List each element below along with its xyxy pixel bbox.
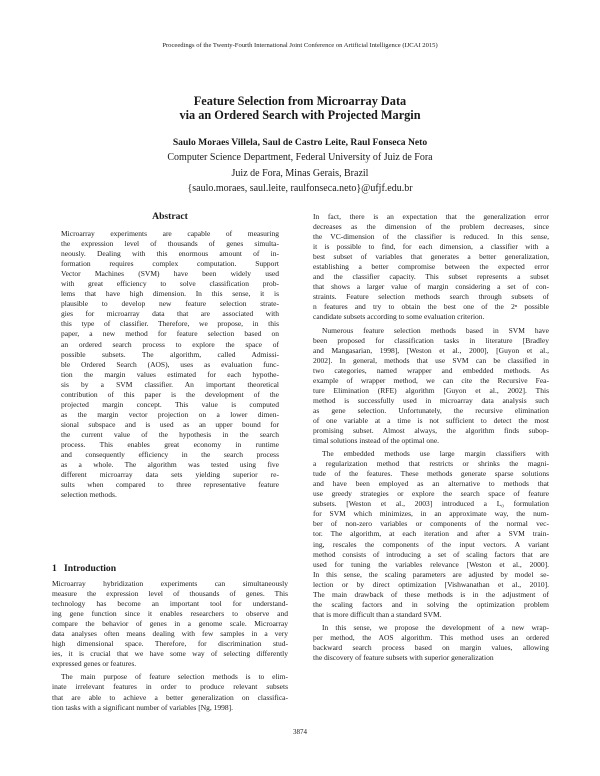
text-line: Microarray experiments are capable of measuring	[61, 229, 279, 238]
text-line: The main purpose of feature selection methods is to elim-	[61, 672, 288, 682]
proceedings-header: Proceedings of the Twenty-Fourth International Joint Conference on Artificial Intelligence (IJCAI 2015)	[162, 42, 438, 49]
text-line: the VC-dimension of the classifier is reduced. In this sense,	[313, 232, 549, 242]
title-line-2: via an Ordered Search with Projected Margin	[179, 108, 421, 122]
text-line: gies for microarray data that are associated with	[61, 309, 279, 319]
text-line: of one variable at a time is not sufficient to detect the most	[313, 415, 549, 425]
paragraph	[313, 212, 549, 323]
text-line: compare the behavior of genes in a genome scale. Microarray	[52, 619, 288, 629]
affiliation-department: Computer Science Department, Federal University of Juiz de Fora	[167, 152, 433, 163]
text-line: a regularization method that restricts or shrinks the magni-	[313, 459, 549, 469]
text-line: The main drawback of these methods is in the adjustment of	[313, 589, 549, 599]
text-line: paper, a new method for feature selection based on	[61, 329, 279, 339]
text-line: the discovery of feature subsets with superior generalization	[313, 653, 494, 663]
text-line: tion the margin values estimated for each hypothe-	[61, 369, 279, 379]
text-line: n features and try to obtain the best one of the 2ⁿ possible	[313, 302, 549, 312]
text-line: inate irrelevant features in order to produce relevant subsets	[52, 682, 288, 692]
text-line: promising subset. Almost always, the algorithm finds subop-	[313, 425, 549, 435]
text-line: straints. Feature selection methods search through subsets of	[313, 292, 549, 302]
paragraph	[52, 672, 288, 712]
text-line: high dimensional space. Therefore, for discrimination stud-	[52, 639, 288, 649]
paragraph	[313, 449, 549, 620]
title-line-1: Feature Selection from Microarray Data	[193, 94, 407, 108]
text-line: sults when compared to three representative feature	[61, 480, 279, 490]
text-line: method is successfully used in microarray data analysis such	[313, 395, 549, 405]
text-line: been proposed for classification tasks in literature [Bradley	[313, 335, 549, 345]
text-line: that are able to achieve a better generalization on classifica-	[52, 692, 288, 702]
text-line: candidate subsets according to some evaluation criterion.	[313, 312, 485, 322]
text-line: expressed genes or features.	[52, 659, 137, 669]
author-list: Saulo Moraes Villela, Saul de Castro Leite, Raul Fonseca Neto	[172, 137, 428, 148]
text-line: lems that have high dimension. In this sense, it is	[61, 289, 279, 299]
text-line: technology has become an important tool for understand-	[52, 599, 288, 609]
text-line: the scaling factors and in solving the optimization problem	[313, 599, 549, 609]
right-column-body	[313, 212, 549, 663]
text-line: this type of classifier. Therefore, we propose, in this	[61, 319, 279, 329]
abstract-body	[61, 229, 279, 500]
text-line: two categories, named wrapper and embedded methods. As	[313, 365, 549, 375]
text-line: best subset of variables that generates a better generalization,	[313, 252, 549, 262]
text-line: plausible to develop new feature selection strate-	[61, 299, 279, 309]
text-line: Microarray hybridization experiments can simultaneously	[52, 579, 288, 588]
text-line: establishing a better compromise between the expected error	[313, 262, 549, 272]
text-line: Numerous feature selection methods based in SVM have	[322, 325, 549, 335]
text-line: 2002]. In general, methods that use SVM can be classified in	[313, 355, 549, 365]
section-title: Introduction	[64, 563, 117, 574]
text-line: different microarray data sets yielding superior re-	[61, 470, 279, 480]
text-line: process. This enables great economy in runtime	[61, 439, 279, 449]
paper-title	[0, 94, 600, 122]
text-line: and Mangasarian, 1998], [Weston et al., 2000], [Guyon et al.,	[313, 345, 549, 355]
abstract-heading: Abstract	[152, 211, 188, 222]
text-line: as the margin vector projection on a lower dimen-	[61, 409, 279, 419]
introduction-heading	[52, 563, 116, 575]
text-line: projected margin concept. This value is computed	[61, 399, 279, 409]
text-line: tor. The algorithm, at each iteration and after a SVM train-	[313, 529, 549, 539]
paragraph	[61, 229, 279, 500]
text-line: Vector Machines (SVM) have been widely used	[61, 269, 279, 279]
text-line: subsets. [Weston et al., 2003] introduced a L₀ formulation	[313, 499, 549, 509]
text-line: ture Elimination (RFE) algorithm [Guyon et al., 2002]. This	[313, 385, 549, 395]
text-line: that is more difficult than a standard SVM.	[313, 609, 442, 619]
paragraph	[313, 623, 549, 663]
text-line: for SVM which minimizes, in an approximate way, the num-	[313, 509, 549, 519]
text-line: use greedy strategies or explore the search space of feature	[313, 489, 549, 499]
text-line: backward search process based on margin values, allowing	[313, 642, 549, 652]
text-line: lection or by direct optimization [Vishwanathan et al., 2010].	[313, 579, 549, 589]
text-line: the current value of the hypothesis in the search	[61, 429, 279, 439]
text-line: and have been employed as an alternative to methods that	[313, 479, 549, 489]
text-line: an ordered search process to explore the space of	[61, 339, 279, 349]
text-line: ies, it is crucial that we have some way of selecting differently	[52, 649, 288, 659]
section-number: 1	[52, 563, 57, 574]
text-line: measure the expression level of thousands of genes. This	[52, 589, 288, 599]
text-line: tion tasks with a significant number of variables [Ng, 1998].	[52, 702, 234, 712]
text-line: as a whole. The algorithm was tested using five	[61, 460, 279, 470]
affiliation-emails: {saulo.moraes, saul.leite, raulfonseca.neto}@ufjf.edu.br	[187, 183, 413, 195]
text-line: In this sense, we propose the development of a new wrap-	[322, 622, 549, 632]
text-line: In fact, there is an expectation that the generalization error	[313, 212, 549, 221]
affiliation-city: Juiz de Fora, Minas Gerais, Brazil	[231, 167, 369, 179]
text-line: it is possible to find, for each dimension, a classifier with a	[313, 242, 549, 252]
text-line: formation requires complex computation. Support	[61, 259, 279, 269]
text-line: contribution of this paper is the development of the	[61, 389, 279, 399]
introduction-body	[52, 579, 288, 713]
text-line: method consists of introducing a set of scaling factors that are	[313, 549, 549, 559]
text-line: with great efficiency to solve classification prob-	[61, 279, 279, 289]
text-line: tude of the features. These methods generate sparse solutions	[313, 469, 549, 479]
text-line: In this sense, the scaling parameters are adjusted by model se-	[313, 569, 549, 579]
text-line: data analyses often means dealing with few samples in a very	[52, 629, 288, 639]
paragraph	[313, 326, 549, 447]
text-line: that shows a larger value of margin considering a set of con-	[313, 282, 549, 292]
text-line: sional subspace and is used as an upper bound for	[61, 419, 279, 429]
text-line: ing gene function since it enables researchers to observe and	[52, 609, 288, 619]
text-line: per method, the AOS algorithm. This method uses an ordered	[313, 632, 549, 642]
text-line: timal solutions instead of the optimal one.	[313, 436, 440, 446]
text-line: neously. Dealing with this enormous amount of in-	[61, 249, 279, 259]
text-line: used for tuning the variables relevance [Weston et al., 2000].	[313, 559, 549, 569]
text-line: ing, rescales the components of the input vectors. A variant	[313, 539, 549, 549]
text-line: and the classifier capacity. This subset represents a subset	[313, 272, 549, 282]
text-line: decreases as the dimension of the problem decreases, since	[313, 222, 549, 232]
text-line: and consequently efficiency in the search process	[61, 450, 279, 460]
text-line: selection methods.	[61, 490, 117, 500]
text-line: the expression level of thousands of genes simulta-	[61, 239, 279, 249]
text-line: sis by a SVM classifier. An important theoretical	[61, 379, 279, 389]
text-line: possible subsets. The algorithm, called Admissi-	[61, 349, 279, 359]
page-number: 3874	[293, 728, 307, 736]
text-line: The embedded methods use large margin classifiers with	[322, 449, 549, 459]
text-line: as gene selection. Unfortunately, the recursive elimination	[313, 405, 549, 415]
text-line: ber of non-zero variables or components of the normal vec-	[313, 519, 549, 529]
text-line: ble Ordered Search (AOS), uses as evaluation func-	[61, 359, 279, 369]
paragraph	[52, 579, 288, 669]
affiliation	[0, 150, 600, 197]
text-line: example of wrapper method, we can cite the Recursive Fea-	[313, 375, 549, 385]
